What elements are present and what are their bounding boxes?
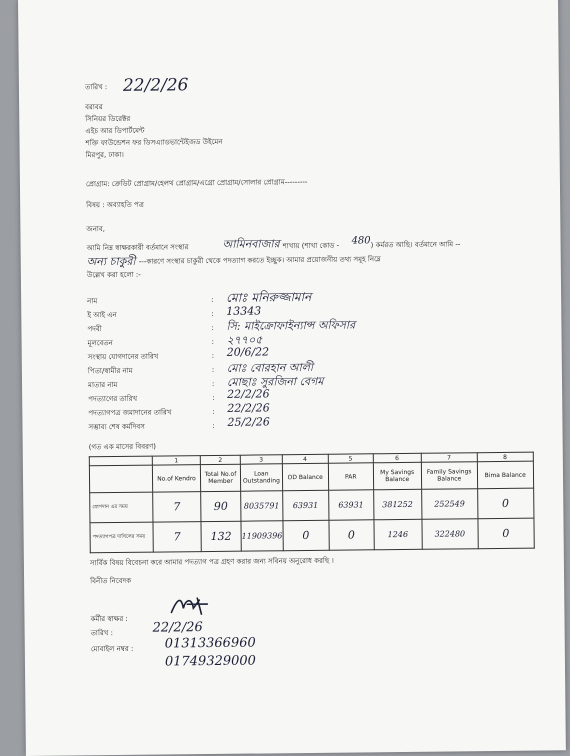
previous-month-table: [89, 452, 535, 554]
colon: :: [212, 407, 215, 416]
field-label-basic-salary: মূলবেতন: [87, 339, 113, 348]
body-text-2: ---কারণে সংস্থার চাকুরী থেকে পদত্যাগ করতে ইচ্ছুক। আমার প্রয়োজনীয় তথ্য সমূহ নিম্নে: [138, 255, 381, 266]
program-line: প্রোগ্রাম: ক্রেডিট প্রোগ্রাম/হেলথ প্রোগ্রাম/এগ্রো প্রোগ্রাম/সোলার প্রোগ্রাম---------: [85, 177, 308, 189]
table-cell: 90: [201, 491, 241, 521]
field-value-resign-date: 22/2/26: [227, 387, 270, 401]
table-cell: 132: [201, 521, 241, 551]
table-cell: 322480: [422, 519, 478, 550]
mobile-number-2: 01749329000: [164, 653, 256, 670]
field-label-designation: পদবী: [87, 325, 102, 334]
field-label-submit-date: পদত্যাগপত্র জমাদানের তারিখ: [88, 408, 172, 418]
table-row-label: পদত্যাগপত্র দাখিলের সময়: [90, 522, 153, 553]
table-col-number: 2: [200, 455, 240, 464]
table-header: My Savings Balance: [373, 462, 421, 490]
table-header: [89, 465, 152, 493]
addressee-line-1: বরাবর: [85, 103, 103, 112]
field-value-last-workday: 25/2/26: [227, 415, 270, 429]
colon: :: [211, 295, 214, 304]
field-value-father-name: মোঃ বোরহান আলী: [226, 360, 314, 375]
resignation-letter-page: [18, 0, 566, 756]
field-value-designation: সি: মাইক্রোফাইন্যান্স অফিসার: [226, 318, 356, 333]
body-text-1a: আমি নিম্ন স্বাক্ষরকারী বর্তমানে সংস্থার: [86, 243, 189, 253]
date-value: 22/2/26: [122, 75, 189, 96]
field-label-last-workday: সম্ভাব্য শেষ কর্মদিবস: [88, 422, 145, 432]
branch-code: 480: [351, 235, 371, 247]
table-header: Bima Balance: [477, 461, 533, 489]
mobile-label: মোবাইল নম্বর :: [90, 644, 134, 654]
table-col-number: 4: [282, 454, 328, 463]
closing-request: সার্বিক বিষয় বিবেচনা করে আমার পদত্যাগ পত্র গ্রহণ করার জন্য সবিনয় অনুরোধ করছি ।: [89, 556, 334, 568]
field-label-joining-date: সংস্থায় যোগদানের তারিখ: [87, 352, 159, 362]
addressee-line-4: শক্তি ফাউন্ডেশন ফর ডিসএ্যাডভান্টেইজড উইমেন: [85, 137, 223, 148]
table-header: Loan Outstanding: [240, 464, 282, 491]
field-label-mother-name: মাতার নাম: [87, 380, 118, 390]
table-cell: 0: [329, 520, 374, 550]
resignation-reason: অন্য চাকুরী: [86, 254, 136, 269]
footer-date-value: 22/2/26: [152, 620, 203, 636]
field-value-mother-name: মোছাঃ সুরজিনা বেগম: [226, 374, 324, 389]
field-value-joining-date: 20/6/22: [226, 345, 270, 359]
field-label-resign-date: পদত্যাগের তারিখ: [88, 394, 138, 404]
field-label-father-name: পিতা/স্বামীর নাম: [87, 366, 133, 376]
addressee-line-2: সিনিয়র ডিরেক্টর: [85, 114, 131, 124]
salutation: জনাব,: [86, 225, 106, 234]
table-col-number: 3: [240, 455, 282, 464]
table-cell: 7: [153, 522, 201, 553]
body-text-1c: ) কর্মরত আছি। বর্তমানে আমি --: [370, 240, 461, 250]
table-col-number: 7: [421, 453, 477, 463]
colon: :: [211, 337, 214, 346]
addressee-line-5: মিরপুর, ঢাকা।: [85, 150, 124, 160]
field-label-id: ই আই এন: [87, 310, 117, 320]
table-header: No.of Kendro: [152, 465, 200, 493]
table-cell: 7: [153, 492, 201, 523]
table-row: [90, 518, 534, 553]
colon: :: [211, 379, 215, 388]
field-value-submit-date: 22/2/26: [227, 401, 270, 415]
table-cell: 1246: [374, 519, 422, 550]
table-header: Family Savings Balance: [421, 462, 477, 490]
subject-line: বিষয় : অব্যাহতি পত্র: [86, 200, 144, 210]
colon: :: [211, 351, 215, 360]
body-text-1b: শাখায় (শাখা কোড -: [282, 241, 340, 251]
colon: :: [211, 309, 214, 318]
colon: :: [211, 365, 215, 374]
closing-regards: বিনীত নিবেদক: [90, 576, 132, 586]
field-value-id: 13343: [226, 304, 262, 318]
table-cell: 0: [478, 518, 534, 549]
table-cell: 63931: [282, 490, 328, 520]
table-col-number: 6: [373, 453, 421, 463]
field-value-name: মোঃ মনিরুজ্জামান: [226, 289, 312, 305]
table-cell: 0: [283, 520, 329, 550]
table-header: OD Balance: [282, 463, 328, 490]
colon: :: [212, 393, 215, 402]
table-cell: 8035791: [241, 491, 283, 521]
employee-signature: [169, 594, 209, 618]
table-header: Total No.of Member: [200, 464, 240, 491]
table-cell: 0: [477, 488, 533, 519]
table-col-number: 8: [477, 452, 533, 462]
table-col-number: 5: [328, 454, 373, 463]
colon: :: [212, 421, 215, 430]
branch-name: আমিনবাজার: [222, 237, 280, 251]
field-value-basic-salary: ২৭৭০৫: [226, 333, 263, 347]
table-col-number: 1: [152, 456, 200, 466]
body-text-3: উল্লেখ করা হলো :-: [86, 270, 141, 280]
field-label-name: নাম: [87, 297, 98, 306]
table-cell: 63931: [328, 490, 373, 520]
signature-label: কর্মীর স্বাক্ষর :: [90, 614, 128, 624]
table-caption: (গত এক মাসের বিবরণ): [88, 442, 157, 452]
addressee-line-3: এইচ আর ডিপার্টমেন্ট: [85, 126, 145, 136]
table-row-label: যোগদান এর সময়: [90, 492, 153, 523]
table-cell: 381252: [373, 489, 421, 520]
table-cell: 11909396: [241, 521, 283, 551]
mobile-number-1: 01313366960: [164, 635, 256, 652]
table-row: [90, 488, 534, 523]
footer-date-label: তারিখ :: [90, 629, 114, 638]
colon: :: [211, 323, 214, 332]
table-header: PAR: [328, 463, 373, 490]
table-cell: 252549: [421, 489, 477, 520]
date-label: তারিখ :: [84, 83, 108, 92]
